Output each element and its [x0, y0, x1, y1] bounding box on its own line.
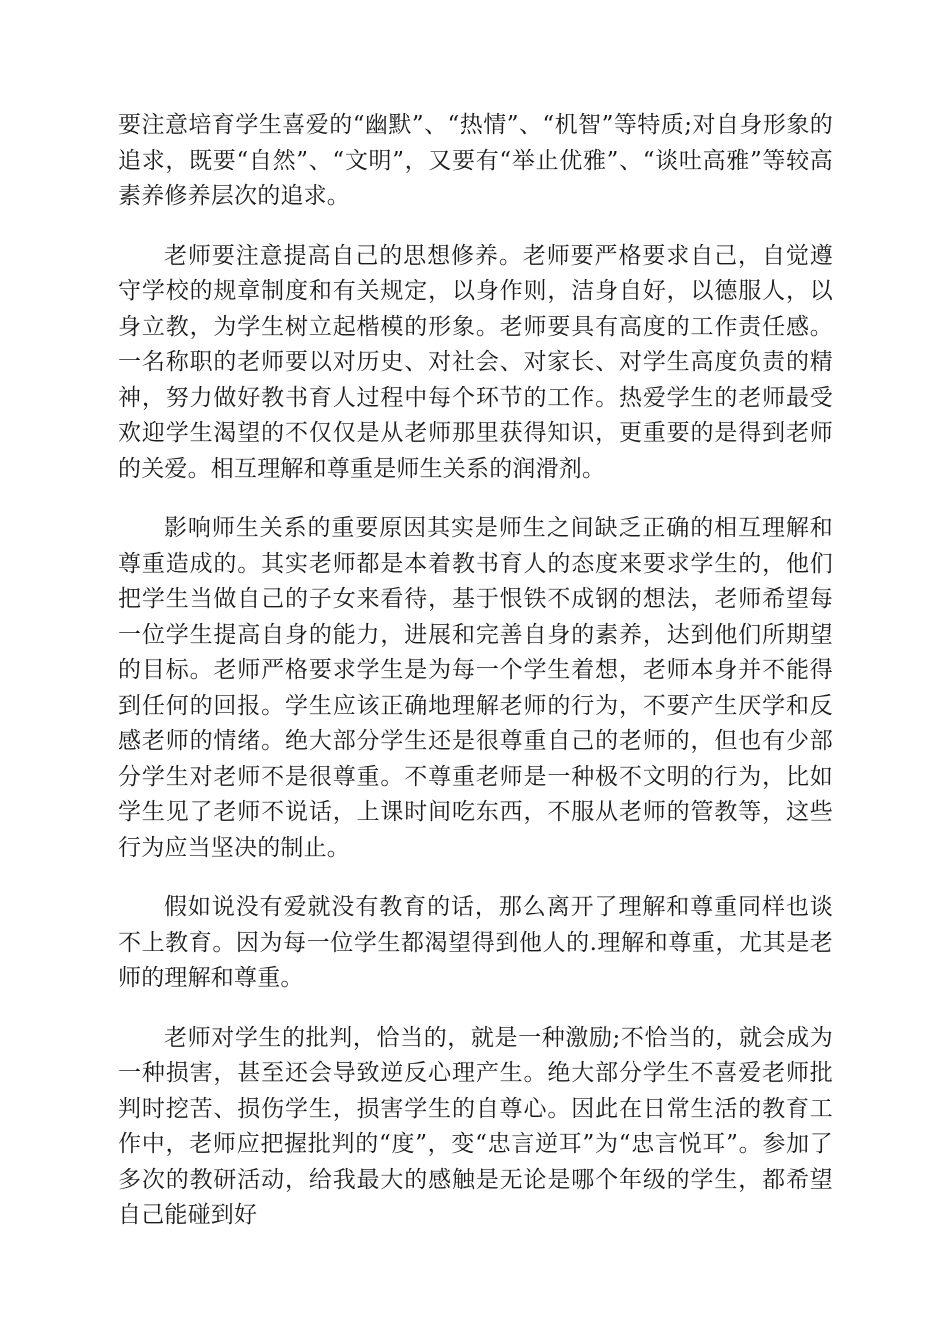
document-page — [118, 108, 833, 1258]
paragraph-criticism: 老师对学生的批判，恰当的，就是一种激励;不恰当的，就会成为一种损害，甚至还会导致逆反心理产生。绝大部分学生不喜爱老师批判时挖苦、损伤学生，损害学生的自尊心。因此在日常生活的教育工作中，老师应把握批判的“度”，变“忠言逆耳”为“忠言悦耳”。参加了多次的教研活动，给我最大的感触是无论是哪个年级的学生，都希望自己能碰到好 — [118, 1024, 833, 1228]
paragraph-continuation: 要注意培育学生喜爱的“幽默”、“热情”、“机智”等特质;对自身形象的追求，既要“自然”、“文明”，又要有“举止优雅”、“谈吐高雅”等较高素养修养层次的追求。 — [118, 112, 833, 209]
paragraph-love-and-respect: 假如说没有爱就没有教育的话，那么离开了理解和尊重同样也谈不上教育。因为每一位学生都渴望得到他人的.理解和尊重，尤其是老师的理解和尊重。 — [118, 894, 833, 991]
paragraph-teacher-self-cultivation: 老师要注意提高自己的思想修养。老师要严格要求自己，自觉遵守学校的规章制度和有关规定，以身作则，洁身自好，以德服人，以身立教，为学生树立起楷模的形象。老师要具有高度的工作责任感。一名称职的老师要以对历史、对社会、对家长、对学生高度负责的精神，努力做好教书育人过程中每个环节的工作。热爱学生的老师最受欢迎学生渴望的不仅仅是从老师那里获得知识，更重要的是得到老师的关爱。相互理解和尊重是师生关系的润滑剂。 — [118, 242, 833, 482]
paragraph-teacher-student-relationship: 影响师生关系的重要原因其实是师生之间缺乏正确的相互理解和尊重造成的。其实老师都是本着教书育人的态度来要求学生的，他们把学生当做自己的子女来看待，基于恨铁不成钢的想法，老师希望每一位学生提高自身的能力，进展和完善自身的素养，达到他们所期望的目标。老师严格要求学生是为每一个学生着想，老师本身并不能得到任何的回报。学生应该正确地理解老师的行为，不要产生厌学和反感老师的情绪。绝大部分学生还是很尊重自己的老师的，但也有少部分学生对老师不是很尊重。不尊重老师是一种极不文明的行为，比如学生见了老师不说话，上课时间吃东西，不服从老师的管教等，这些行为应当坚决的制止。 — [118, 515, 833, 861]
